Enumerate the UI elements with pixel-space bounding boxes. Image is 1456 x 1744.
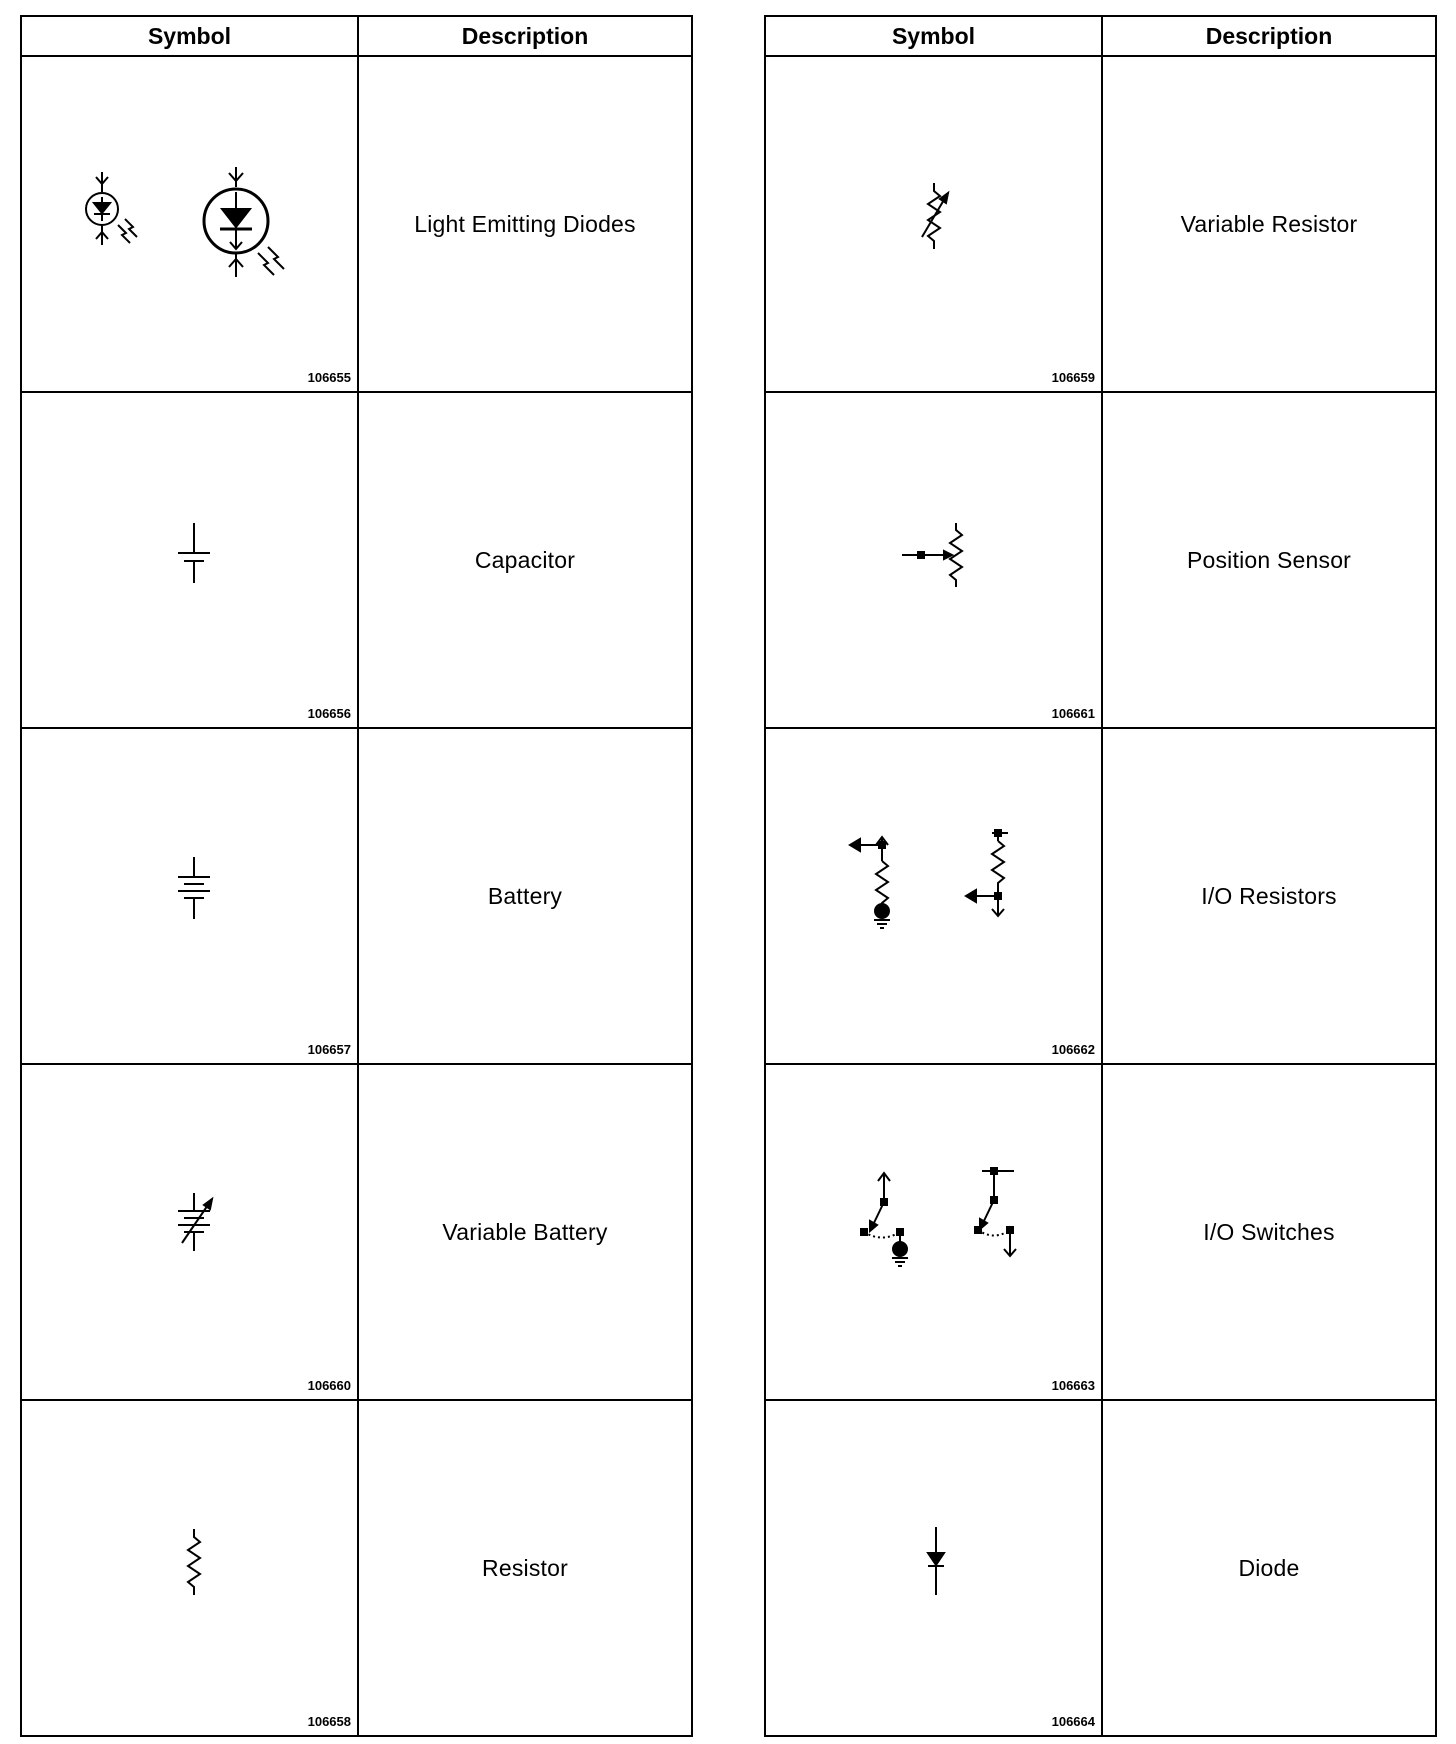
symbol-cell bbox=[21, 728, 358, 1064]
header-symbol: Symbol bbox=[765, 16, 1102, 56]
table-row bbox=[21, 392, 692, 728]
resistor-icon bbox=[22, 1401, 359, 1735]
header-symbol: Symbol bbox=[21, 16, 358, 56]
symbol-cell bbox=[765, 1400, 1102, 1736]
figure-code: 106655 bbox=[307, 370, 351, 385]
figure-code: 106663 bbox=[1051, 1378, 1095, 1393]
table-row bbox=[21, 1064, 692, 1400]
symbol-table-right bbox=[764, 15, 1437, 1737]
header-description: Description bbox=[358, 16, 692, 56]
figure-code: 106664 bbox=[1051, 1714, 1095, 1729]
description-cell: Variable Battery bbox=[358, 1064, 692, 1400]
description-cell: Position Sensor bbox=[1102, 392, 1436, 728]
table-row bbox=[765, 56, 1436, 392]
table-row bbox=[765, 1064, 1436, 1400]
table-row bbox=[765, 392, 1436, 728]
position-sensor-icon bbox=[766, 393, 1103, 727]
diode-icon bbox=[766, 1401, 1103, 1735]
figure-code: 106656 bbox=[307, 706, 351, 721]
symbol-cell bbox=[21, 1400, 358, 1736]
variable-resistor-icon bbox=[766, 57, 1103, 391]
figure-code: 106661 bbox=[1051, 706, 1095, 721]
description-cell: Diode bbox=[1102, 1400, 1436, 1736]
figure-code: 106658 bbox=[307, 1714, 351, 1729]
capacitor-icon bbox=[22, 393, 359, 727]
table-row bbox=[765, 1400, 1436, 1736]
symbol-table-left bbox=[20, 15, 693, 1737]
variable-battery-icon bbox=[22, 1065, 359, 1399]
table-row bbox=[21, 728, 692, 1064]
symbol-cell bbox=[765, 392, 1102, 728]
figure-code: 106659 bbox=[1051, 370, 1095, 385]
table-row bbox=[21, 56, 692, 392]
io-resistors-icon bbox=[766, 729, 1103, 1063]
description-cell: Battery bbox=[358, 728, 692, 1064]
figure-code: 106660 bbox=[307, 1378, 351, 1393]
description-cell: I/O Switches bbox=[1102, 1064, 1436, 1400]
description-cell: Variable Resistor bbox=[1102, 56, 1436, 392]
battery-icon bbox=[22, 729, 359, 1063]
description-cell: I/O Resistors bbox=[1102, 728, 1436, 1064]
symbol-cell bbox=[765, 728, 1102, 1064]
description-cell: Resistor bbox=[358, 1400, 692, 1736]
symbol-cell bbox=[765, 1064, 1102, 1400]
symbol-cell bbox=[21, 56, 358, 392]
io-switches-icon bbox=[766, 1065, 1103, 1399]
description-cell: Capacitor bbox=[358, 392, 692, 728]
figure-code: 106662 bbox=[1051, 1042, 1095, 1057]
header-description: Description bbox=[1102, 16, 1436, 56]
table-row bbox=[765, 728, 1436, 1064]
table-row bbox=[21, 1400, 692, 1736]
figure-code: 106657 bbox=[307, 1042, 351, 1057]
symbol-cell bbox=[21, 392, 358, 728]
symbol-cell bbox=[21, 1064, 358, 1400]
description-cell: Light Emitting Diodes bbox=[358, 56, 692, 392]
led-icon bbox=[22, 57, 359, 391]
symbol-cell bbox=[765, 56, 1102, 392]
